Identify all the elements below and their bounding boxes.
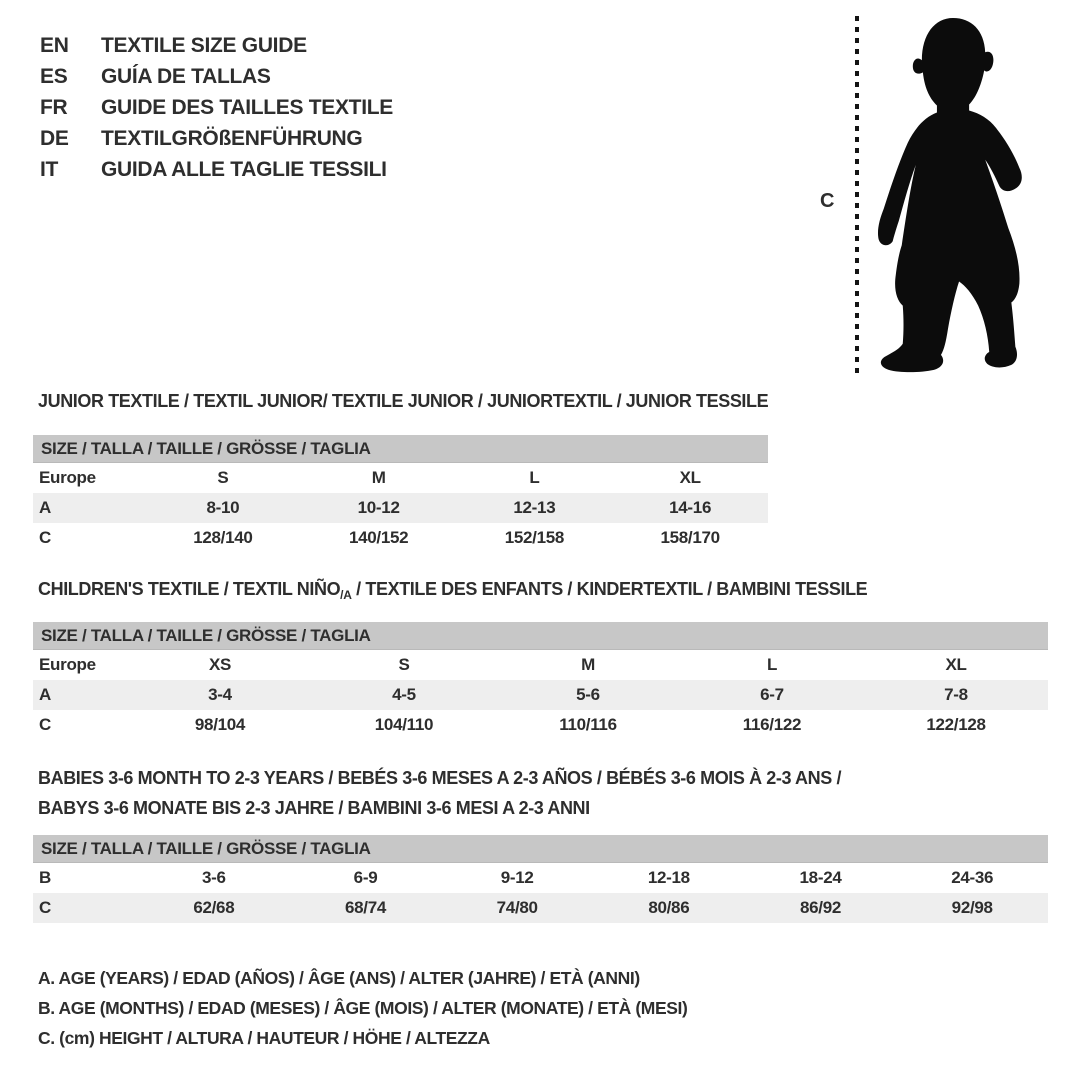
children-title-part2: / TEXTILE DES ENFANTS / KINDERTEXTIL / BAMBINI TESSILE [351,579,868,599]
height-cell: 74/80 [496,898,538,917]
babies-title-line1: BABIES 3-6 MONTH TO 2-3 YEARS / BEBÉS 3-6 MESES A 2-3 AÑOS / BÉBÉS 3-6 MOIS À 2-3 ANS / [38,768,842,788]
measure-label-c: C [820,190,835,212]
height-cell: 92/98 [951,898,993,917]
language-row [40,61,393,92]
table-row-age [33,493,768,523]
size-cell: S [398,655,410,674]
height-cell: 158/170 [660,528,720,547]
height-cell: 98/104 [194,715,246,734]
months-cell: 12-18 [647,868,690,887]
table-row-height [33,893,1048,923]
legend-line-c: C. (cm) HEIGHT / ALTURA / HAUTEUR / HÖHE / ALTEZZA [38,1028,490,1048]
age-cell: 8-10 [206,498,240,517]
babies-section-title [38,763,841,823]
language-row [40,30,393,61]
language-label: TEXTILE SIZE GUIDE [101,33,307,57]
row-label: Europe [39,468,96,487]
language-list [40,30,393,185]
junior-section-title: JUNIOR TEXTILE / TEXTIL JUNIOR/ TEXTILE JUNIOR / JUNIORTEXTIL / JUNIOR TESSILE [38,391,769,411]
row-label: Europe [39,655,96,674]
months-cell: 3-6 [202,868,226,887]
babies-size-table [33,835,1048,923]
language-label: GUIDA ALLE TAGLIE TESSILI [101,157,387,181]
junior-size-table [33,435,768,553]
height-cell: 80/86 [648,898,690,917]
size-cell: M [371,468,386,487]
row-label: C [39,528,51,547]
height-cell: 152/158 [504,528,565,547]
age-cell: 5-6 [576,685,600,704]
months-cell: 9-12 [500,868,534,887]
height-cell: 86/92 [800,898,842,917]
age-cell: 6-7 [760,685,784,704]
language-label: GUÍA DE TALLAS [101,64,271,88]
language-code: IT [40,157,59,181]
height-measure-dotted-line [855,16,859,378]
language-row [40,154,393,185]
children-title-part1: CHILDREN'S TEXTILE / TEXTIL NIÑO [38,579,341,599]
babies-title-line2: BABYS 3-6 MONATE BIS 2-3 JAHRE / BAMBINI 3-6 MESI A 2-3 ANNI [38,798,590,818]
months-cell: 18-24 [799,868,842,887]
legend-line-b: B. AGE (MONTHS) / EDAD (MESES) / ÂGE (MOIS) / ALTER (MONATE) / ETÀ (MESI) [38,998,688,1018]
language-row [40,92,393,123]
age-cell: 12-13 [513,498,556,517]
size-cell: L [766,655,778,674]
height-cell: 104/110 [374,715,434,734]
age-cell: 14-16 [669,498,712,517]
age-cell: 3-4 [208,685,232,704]
table-row-europe [33,650,1048,680]
row-label: A [39,685,51,704]
size-header-bar: SIZE / TALLA / TAILLE / GRÖSSE / TAGLIA [33,622,1048,650]
age-cell: 7-8 [944,685,968,704]
table-row-months [33,863,1048,893]
months-cell: 6-9 [353,868,378,887]
size-cell: XS [208,655,232,674]
height-cell: 128/140 [193,528,253,547]
language-row [40,123,393,154]
legend [38,963,687,1053]
age-cell: 4-5 [392,685,416,704]
row-label: C [39,715,51,734]
size-header-bar: SIZE / TALLA / TAILLE / GRÖSSE / TAGLIA [33,835,1048,863]
language-code: FR [40,95,68,119]
height-cell: 110/116 [559,715,617,734]
height-cell: 116/122 [742,715,802,734]
table-row-age [33,680,1048,710]
children-size-table [33,622,1048,740]
size-cell: M [581,655,595,674]
height-cell: 140/152 [348,528,409,547]
row-label: B [39,868,51,887]
language-code: EN [40,33,69,57]
toddler-silhouette [866,12,1030,384]
size-cell: XL [945,655,967,674]
size-header-bar: SIZE / TALLA / TAILLE / GRÖSSE / TAGLIA [33,435,768,463]
table-row-height [33,710,1048,740]
row-label: A [39,498,51,517]
height-cell: 62/68 [193,898,235,917]
language-code: DE [40,126,69,150]
children-title-subscript: /A [340,588,352,602]
table-row-height [33,523,768,553]
language-label: GUIDE DES TAILLES TEXTILE [101,95,393,119]
language-code: ES [40,64,68,88]
row-label: C [39,898,51,917]
height-cell: 68/74 [344,898,387,917]
language-label: TEXTILGRÖßENFÜHRUNG [101,126,363,150]
legend-line-a: A. AGE (YEARS) / EDAD (AÑOS) / ÂGE (ANS) / ALTER (JAHRE) / ETÀ (ANNI) [38,968,640,988]
children-section-title [38,579,867,602]
size-cell: S [217,468,229,487]
age-cell: 10-12 [357,498,400,517]
size-cell: XL [679,468,701,487]
months-cell: 24-36 [951,868,994,887]
height-cell: 122/128 [926,715,986,734]
table-row-europe [33,463,768,493]
size-cell: L [529,468,540,487]
toddler-silhouette-shape [878,18,1022,372]
